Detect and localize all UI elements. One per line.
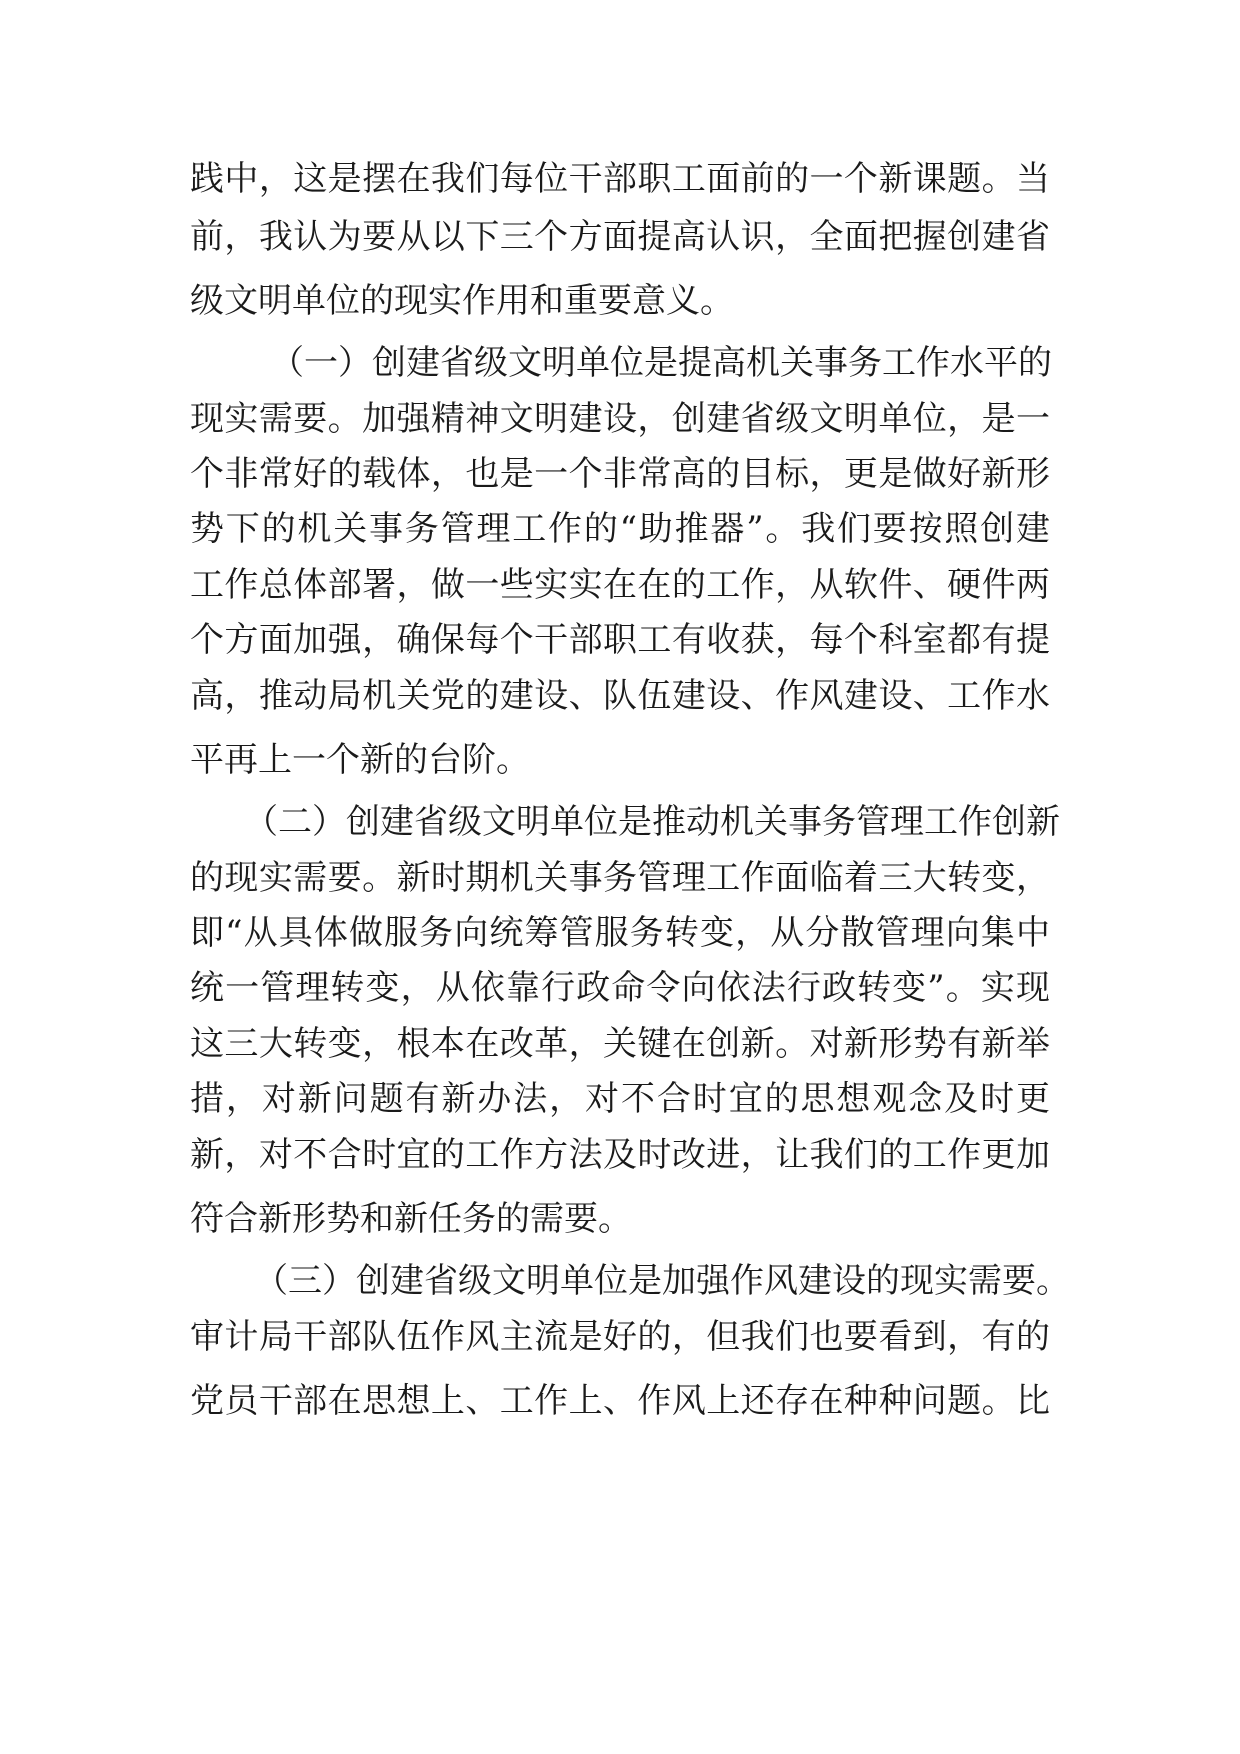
text-line: 势下的机关事务管理工作的“助推器”。我们要按照创建 [190, 509, 1050, 549]
text-line: 工作总体部署，做一些实实在在的工作，从软件、硬件两 [190, 565, 1050, 605]
text-line: 这三大转变，根本在改革，关键在创新。对新形势有新举 [190, 1024, 1050, 1064]
text-line: 统一管理转变，从依靠行政命令向依法行政转变”。实现 [190, 968, 1050, 1008]
text-line: 现实需要。加强精神文明建设，创建省级文明单位，是一 [190, 399, 1050, 439]
text-line: 新，对不合时宜的工作方法及时改进，让我们的工作更加 [190, 1135, 1050, 1175]
text-line: 前，我认为要从以下三个方面提高认识，全面把握创建省 [190, 217, 1050, 257]
text-line: 即“从具体做服务向统筹管服务转变，从分散管理向集中 [190, 913, 1050, 953]
text-line: 符合新形势和新任务的需要。 [190, 1199, 632, 1239]
text-line: 措，对新问题有新办法，对不合时宜的思想观念及时更 [190, 1079, 1050, 1119]
text-line: 个方面加强，确保每个干部职工有收获，每个科室都有提 [190, 620, 1050, 660]
section-heading-3: （三）创建省级文明单位是加强作风建设的现实需要。 [254, 1261, 1070, 1301]
text-line: 级文明单位的现实作用和重要意义。 [190, 281, 734, 321]
text-line: 审计局干部队伍作风主流是好的，但我们也要看到，有的 [190, 1317, 1050, 1357]
text-line: 党员干部在思想上、工作上、作风上还存在种种问题。比 [190, 1381, 1050, 1421]
body-text [190, 159, 1070, 1421]
section-heading-1: （一）创建省级文明单位是提高机关事务工作水平的 [270, 343, 1052, 383]
text-line: 高，推动局机关党的建设、队伍建设、作风建设、工作水 [190, 676, 1050, 716]
text-line: 践中，这是摆在我们每位干部职工面前的一个新课题。当 [190, 159, 1050, 199]
section-heading-2: （二）创建省级文明单位是推动机关事务管理工作创新 [244, 802, 1060, 842]
text-line: 的现实需要。新时期机关事务管理工作面临着三大转变， [190, 858, 1050, 898]
text-line: 个非常好的载体，也是一个非常高的目标，更是做好新形 [190, 454, 1050, 494]
text-line: 平再上一个新的台阶。 [190, 740, 530, 780]
